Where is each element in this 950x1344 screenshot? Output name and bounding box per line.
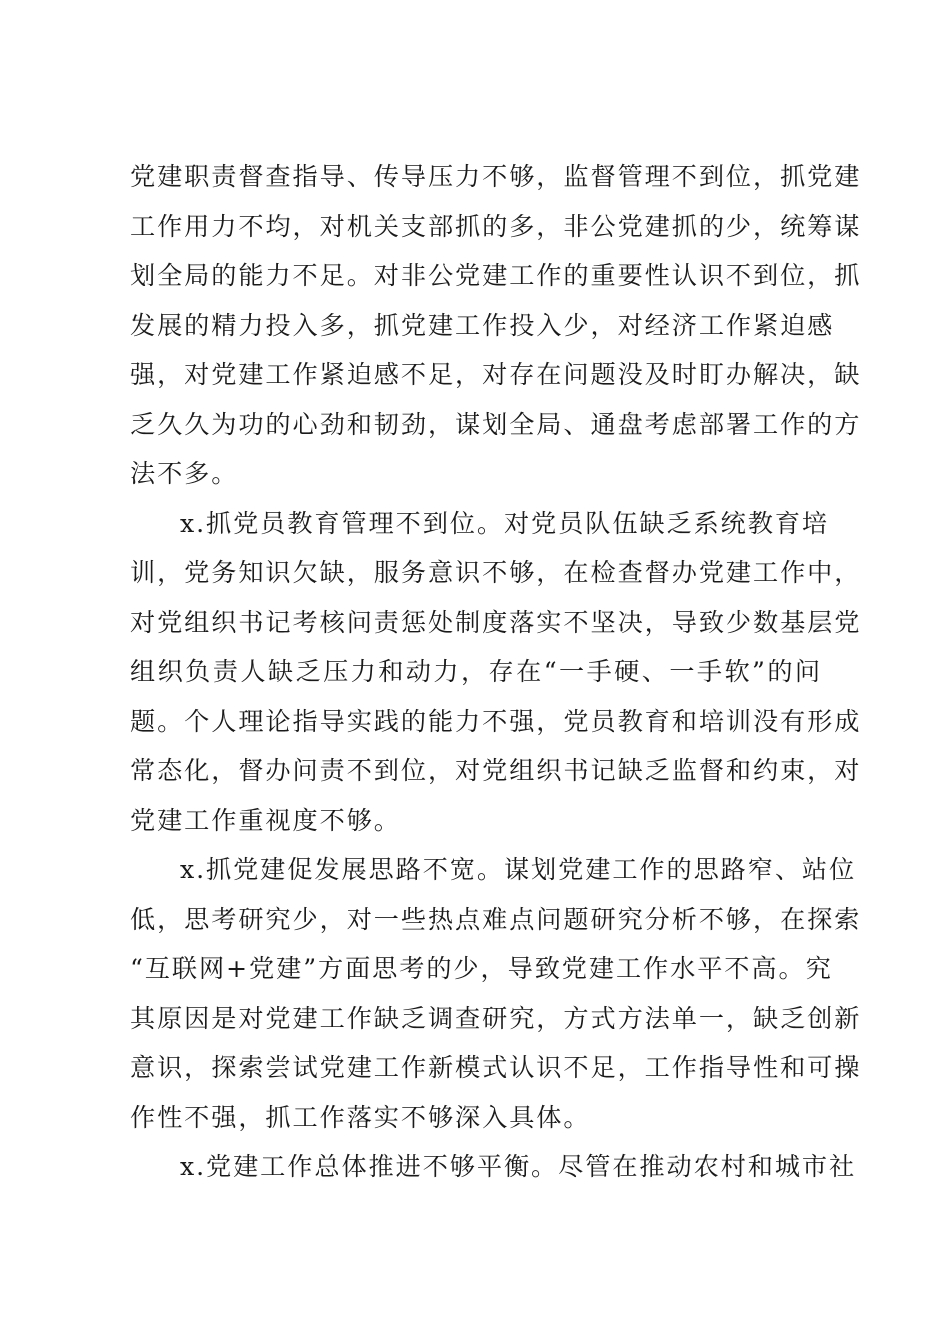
text-line: 划全局的能力不足。对非公党建工作的重要性认识不到位，抓: [130, 261, 862, 290]
text-line: 其原因是对党建工作缺乏调查研究，方式方法单一，缺乏创新: [130, 1003, 862, 1033]
paragraph-development-thinking: [130, 845, 862, 1142]
text-line: 工作用力不均，对机关支部抓的多，非公党建抓的少，统筹谋: [130, 211, 862, 241]
text-line: 发展的精力投入多，抓党建工作投入少，对经济工作紧迫感: [130, 310, 835, 340]
text-line: 题。个人理论指导实践的能力不强，党员教育和培训没有形成: [130, 706, 862, 736]
text-line: “互联网+党建”方面思考的少，导致党建工作水平不高。究: [130, 954, 833, 983]
paragraph-balanced-progress: [130, 1142, 857, 1192]
text-line: 法不多。: [130, 459, 239, 488]
text-line: 组织负责人缺乏压力和动力，存在“一手硬、一手软”的问: [130, 657, 822, 686]
text-line: 对党组织书记考核问责惩处制度落实不坚决，导致少数基层党: [130, 607, 862, 637]
text-line: 党建职责督查指导、传导压力不够，监督管理不到位，抓党建: [130, 162, 862, 191]
text-line: 低，思考研究少，对一些热点难点问题研究分析不够，在探索: [130, 904, 862, 934]
document-body: [130, 152, 862, 1192]
text-line: 训，党务知识欠缺，服务意识不够，在检查督办党建工作中，: [130, 558, 862, 587]
text-line: x.抓党建促发展思路不宽。谋划党建工作的思路窄、站位: [180, 855, 857, 884]
text-line: 意识，探索尝试党建工作新模式认识不足，工作指导性和可操: [130, 1053, 862, 1082]
text-line: 作性不强，抓工作落实不够深入具体。: [130, 1102, 591, 1132]
text-line: x.党建工作总体推进不够平衡。尽管在推动农村和城市社: [180, 1152, 857, 1181]
text-line: 强，对党建工作紧迫感不足，对存在问题没及时盯办解决，缺: [130, 360, 862, 389]
text-line: 乏久久为功的心劲和韧劲，谋划全局、通盘考虑部署工作的方: [130, 409, 862, 439]
paragraph-member-education: [130, 499, 862, 846]
paragraph-party-building-supervision: [130, 152, 862, 499]
text-line: x.抓党员教育管理不到位。对党员队伍缺乏系统教育培: [180, 508, 830, 538]
text-line: 党建工作重视度不够。: [130, 805, 401, 835]
text-line: 常态化，督办问责不到位，对党组织书记缺乏监督和约束，对: [130, 756, 862, 785]
